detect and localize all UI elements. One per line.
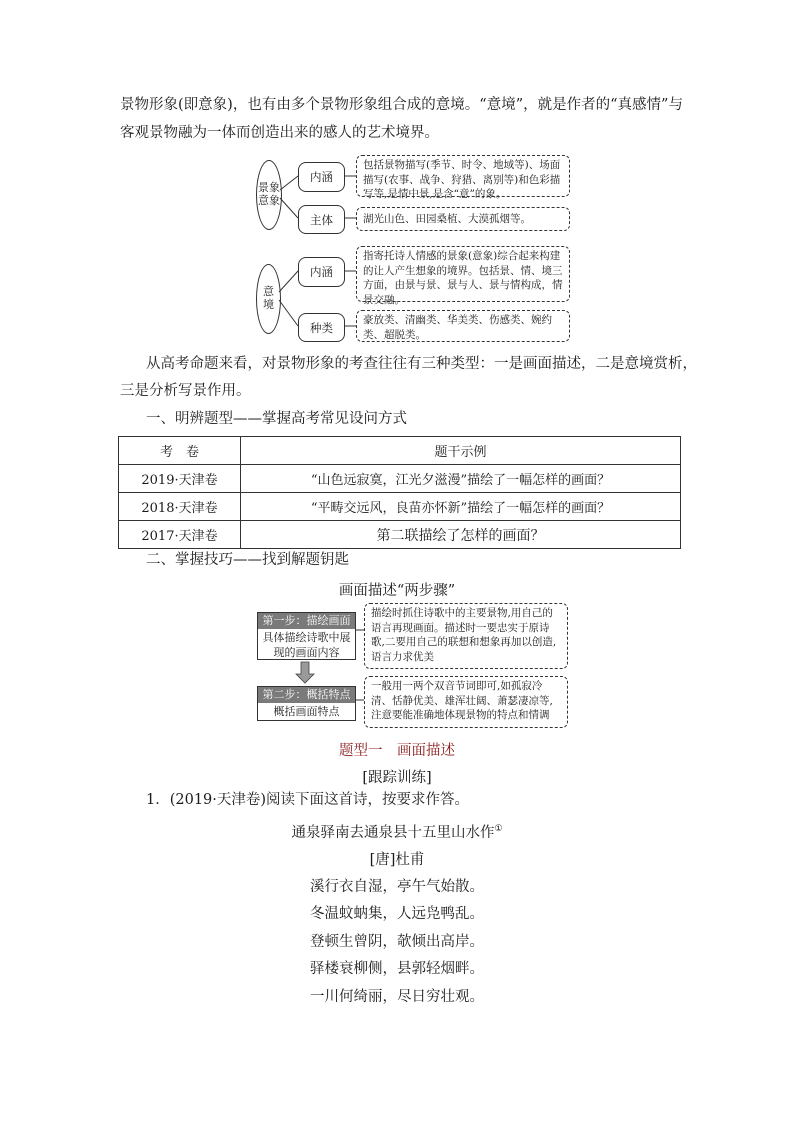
heading-techniques: 二、掌握技巧——找到解题钥匙 <box>146 552 349 568</box>
step1-box <box>257 612 356 660</box>
table-header-example: 题干示例 <box>241 437 681 465</box>
node-subject: 主体 <box>298 205 345 234</box>
step1-head: 第一步：描绘画面 <box>258 613 355 629</box>
oval-scene-image: 景象 意象 <box>256 160 282 230</box>
intro-line-1: 景物形象(即意象)，也有由多个景物形象组合成的意境。“意境”，就是作者的“真感情”与 <box>120 97 683 113</box>
step1-body: 具体描绘诗歌中展现的画面内容 <box>262 631 351 659</box>
poem-title-line <box>0 821 794 842</box>
step2-desc: 一般用一两个双音节词即可,如孤寂冷清、恬静优美、雄浑壮阔、萧瑟凄凉等,注意要能准确地体现景物的特点和情调 <box>364 676 568 728</box>
poem-line: 一川何绮丽，尽日穷壮观。 <box>310 989 484 1005</box>
poem-author: [唐]杜甫 <box>369 852 425 868</box>
table-cell-example: “平畴交远风，良苗亦怀新”描绘了一幅怎样的画面？ <box>241 493 681 521</box>
poem-line: 登顿生曾阴，欹倾出高岸。 <box>310 934 484 950</box>
poem-line: 驿楼衰柳侧，县郭轻烟畔。 <box>310 961 484 977</box>
poem-line: 溪行衣自湿，亭午气始散。 <box>310 879 484 895</box>
question-1: 1．(2019·天津卷)阅读下面这首诗，按要求作答。 <box>146 792 470 808</box>
table-cell-exam: 2018·天津卷 <box>119 493 241 521</box>
heading-question-types: 一、明辨题型——掌握高考常见设问方式 <box>146 411 407 427</box>
para2-line-2: 三是分析写景作用。 <box>120 383 251 399</box>
step1-desc: 描绘时抓住诗歌中的主要景物,用自己的语言再现画面。描述时一要忠实于原诗歌,二要用自己的联想和想象再加以创造,语言力求优美 <box>364 603 568 669</box>
section-title: 题型一 画面描述 <box>339 743 455 759</box>
poem-line: 冬温蚊蚋集，人远凫鸭乱。 <box>310 906 484 922</box>
desc-subject: 湖光山色、田园桑植、大漠孤烟等。 <box>356 207 570 231</box>
para2-line-1: 从高考命题来看，对景物形象的考查往往有三种类型：一是画面描述，二是意境赏析， <box>146 356 697 372</box>
node-connotation-2: 内涵 <box>298 257 345 287</box>
oval-artistic-conception: 意 境 <box>256 264 281 334</box>
table-cell-exam: 2017·天津卷 <box>119 521 241 549</box>
table-header-exam: 考 卷 <box>119 437 241 465</box>
node-category: 种类 <box>298 313 345 342</box>
step2-box <box>257 686 356 721</box>
step2-body: 概括画面特点 <box>273 705 340 718</box>
poem-title: 通泉驿南去通泉县十五里山水作 <box>291 825 495 841</box>
intro-line-2: 客观景物融为一体而创造出来的感人的艺术境界。 <box>120 125 439 141</box>
desc-connotation-1: 包括景物描写(季节、时令、地域等)、场面描写(农事、战争、狩猎、离别等)和色彩描写等,是情中景,是含“意”的象。 <box>356 155 570 197</box>
table-cell-example: “山色远寂寞，江光夕滋漫”描绘了一幅怎样的画面？ <box>241 465 681 493</box>
step2-head: 第二步：概括特点 <box>258 687 355 703</box>
desc-connotation-2: 指寄托诗人情感的景象(意象)综合起来构建的让人产生想象的境界。包括景、情、境三方面，由景与景、景与人、景与情构成，情景交融。 <box>356 246 570 302</box>
table-cell-example: 第二联描绘了怎样的画面？ <box>241 521 681 549</box>
two-steps-title: 画面描述“两步骤” <box>338 583 456 599</box>
tracking-label: [跟踪训练] <box>362 770 432 786</box>
poem-note-mark: ① <box>494 824 503 835</box>
table-cell-exam: 2019·天津卷 <box>119 465 241 493</box>
desc-category: 豪放类、清幽类、华美类、伤感类、婉约类、超脱类。 <box>356 310 570 342</box>
node-connotation-1: 内涵 <box>298 162 345 192</box>
